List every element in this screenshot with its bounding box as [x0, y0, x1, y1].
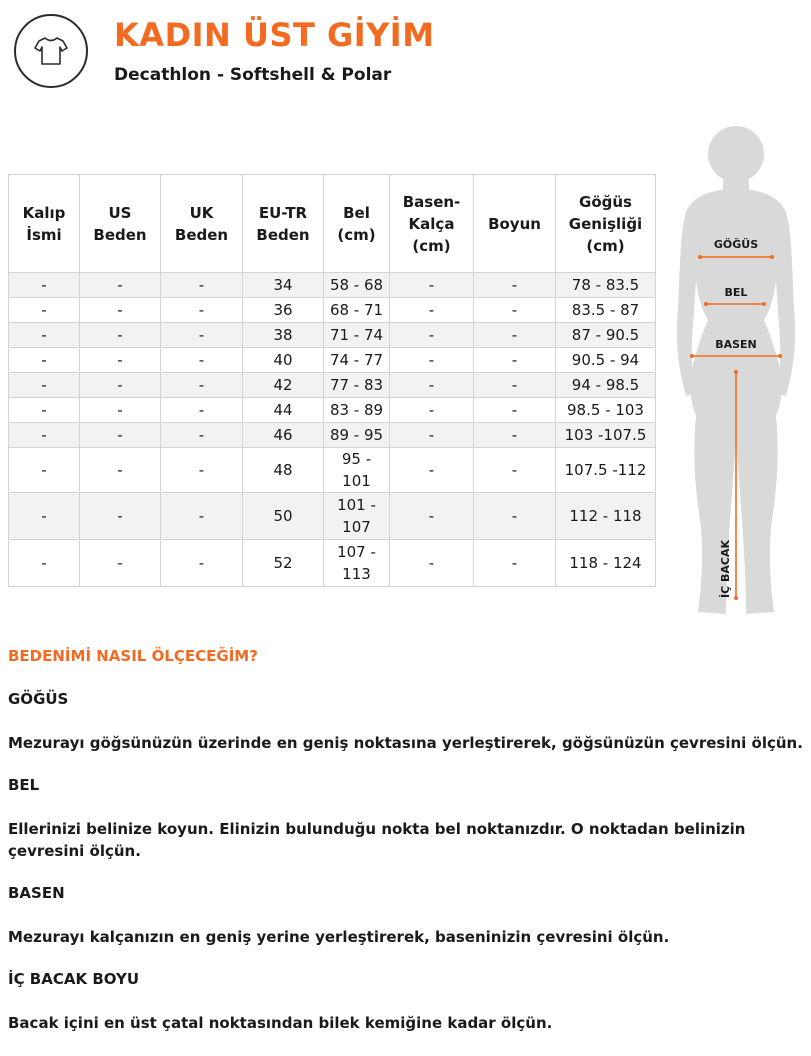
table-row — [9, 323, 656, 348]
table-cell: 83 - 89 — [324, 398, 390, 423]
table-cell: - — [390, 448, 474, 493]
table-cell: - — [474, 398, 556, 423]
table-cell: 89 - 95 — [324, 423, 390, 448]
table-cell: 90.5 - 94 — [556, 348, 656, 373]
table-cell: 44 — [243, 398, 324, 423]
table-cell: 36 — [243, 298, 324, 323]
table-cell: - — [161, 493, 243, 540]
table-row — [9, 448, 656, 493]
table-cell: 87 - 90.5 — [556, 323, 656, 348]
table-cell: 40 — [243, 348, 324, 373]
table-cell: 52 — [243, 540, 324, 587]
table-cell: - — [161, 323, 243, 348]
guide-question: BEDENİMİ NASIL ÖLÇECEĞİM? — [8, 647, 258, 665]
page-header — [14, 14, 794, 94]
table-cell: - — [80, 398, 161, 423]
table-cell: - — [161, 273, 243, 298]
table-cell: - — [161, 298, 243, 323]
table-cell: - — [161, 423, 243, 448]
table-cell: - — [80, 323, 161, 348]
table-cell: 42 — [243, 373, 324, 398]
table-cell: 103 -107.5 — [556, 423, 656, 448]
table-cell: - — [390, 423, 474, 448]
table-cell: - — [390, 348, 474, 373]
table-cell: - — [9, 323, 80, 348]
column-header: Basen-Kalça (cm) — [390, 175, 474, 273]
table-row — [9, 298, 656, 323]
table-cell: - — [9, 398, 80, 423]
table-body — [9, 273, 656, 587]
table-cell: - — [474, 323, 556, 348]
column-header: Boyun — [474, 175, 556, 273]
column-header: US Beden — [80, 175, 161, 273]
table-cell: 68 - 71 — [324, 298, 390, 323]
table-cell: 48 — [243, 448, 324, 493]
guide-text-hip: Mezurayı kalçanızın en geniş yerine yerleştirerek, baseninizin çevresini ölçün. — [8, 928, 670, 946]
table-cell: - — [80, 448, 161, 493]
page-subtitle: Decathlon - Softshell & Polar — [114, 65, 392, 85]
table-cell: 94 - 98.5 — [556, 373, 656, 398]
table-cell: 71 - 74 — [324, 323, 390, 348]
table-cell: - — [80, 273, 161, 298]
table-cell: 77 - 83 — [324, 373, 390, 398]
table-row — [9, 398, 656, 423]
table-cell: - — [390, 540, 474, 587]
table-cell: - — [161, 448, 243, 493]
table-cell: - — [474, 373, 556, 398]
table-cell: - — [474, 273, 556, 298]
table-cell: 50 — [243, 493, 324, 540]
table-row — [9, 373, 656, 398]
column-header: Göğüs Genişliği (cm) — [556, 175, 656, 273]
table-row — [9, 348, 656, 373]
column-header: EU-TR Beden — [243, 175, 324, 273]
guide-heading-hip: BASEN — [8, 884, 65, 902]
table-cell: 38 — [243, 323, 324, 348]
table-cell: 74 - 77 — [324, 348, 390, 373]
table-cell: - — [390, 298, 474, 323]
table-cell: - — [9, 373, 80, 398]
measurement-guide — [8, 646, 803, 1034]
table-cell: 98.5 - 103 — [556, 398, 656, 423]
table-cell: - — [474, 448, 556, 493]
table-cell: - — [80, 298, 161, 323]
table-cell: - — [9, 493, 80, 540]
table-cell: - — [474, 348, 556, 373]
column-header: UK Beden — [161, 175, 243, 273]
table-cell: 46 — [243, 423, 324, 448]
table-row — [9, 273, 656, 298]
table-cell: - — [390, 273, 474, 298]
guide-text-inseam: Bacak içini en üst çatal noktasından bilek kemiğine kadar ölçün. — [8, 1014, 553, 1032]
table-cell: - — [80, 373, 161, 398]
guide-heading-waist: BEL — [8, 776, 40, 794]
column-header: Kalıp İsmi — [9, 175, 80, 273]
table-row — [9, 423, 656, 448]
table-cell: - — [9, 348, 80, 373]
table-cell: - — [161, 373, 243, 398]
table-cell: - — [474, 540, 556, 587]
table-row — [9, 540, 656, 587]
table-cell: 78 - 83.5 — [556, 273, 656, 298]
column-header: Bel (cm) — [324, 175, 390, 273]
table-cell: - — [9, 298, 80, 323]
table-cell: - — [161, 540, 243, 587]
table-cell: 34 — [243, 273, 324, 298]
table-cell: - — [390, 493, 474, 540]
table-cell: - — [474, 423, 556, 448]
table-cell: - — [9, 423, 80, 448]
waist-label: BEL — [724, 286, 748, 299]
table-cell: - — [161, 348, 243, 373]
table-cell: - — [9, 448, 80, 493]
table-cell: 112 - 118 — [556, 493, 656, 540]
table-cell: - — [80, 493, 161, 540]
table-cell: 95 - 101 — [324, 448, 390, 493]
table-cell: - — [474, 493, 556, 540]
table-cell: - — [80, 540, 161, 587]
chest-label: GÖĞÜS — [713, 238, 759, 251]
guide-text-chest: Mezurayı göğsünüzün üzerinde en geniş noktasına yerleştirerek, göğsünüzün çevresini ölçün. — [8, 734, 803, 752]
tshirt-icon — [14, 14, 88, 88]
table-cell: 118 - 124 — [556, 540, 656, 587]
table-cell: - — [161, 398, 243, 423]
table-cell: - — [80, 348, 161, 373]
table-cell: - — [9, 273, 80, 298]
table-cell: 83.5 - 87 — [556, 298, 656, 323]
table-cell: - — [80, 423, 161, 448]
table-cell: - — [474, 298, 556, 323]
table-cell: 101 - 107 — [324, 493, 390, 540]
table-row — [9, 493, 656, 540]
table-cell: 107.5 -112 — [556, 448, 656, 493]
table-cell: - — [390, 398, 474, 423]
page-title: KADIN ÜST GİYİM — [114, 16, 435, 54]
table-cell: - — [390, 373, 474, 398]
table-cell: - — [390, 323, 474, 348]
hip-label: BASEN — [715, 338, 757, 351]
guide-text-waist: Ellerinizi belinize koyun. Elinizin bulunduğu nokta bel noktanızdır. O noktadan belinizin çevresini ölçün. — [8, 820, 746, 860]
table-header-row — [9, 175, 656, 273]
guide-heading-chest: GÖĞÜS — [8, 690, 69, 708]
body-measurement-figure — [668, 120, 808, 620]
table-cell: 58 - 68 — [324, 273, 390, 298]
guide-heading-inseam: İÇ BACAK BOYU — [8, 970, 140, 988]
size-table — [8, 174, 656, 587]
inseam-label: İÇ BACAK — [719, 539, 732, 598]
table-cell: - — [9, 540, 80, 587]
table-cell: 107 - 113 — [324, 540, 390, 587]
